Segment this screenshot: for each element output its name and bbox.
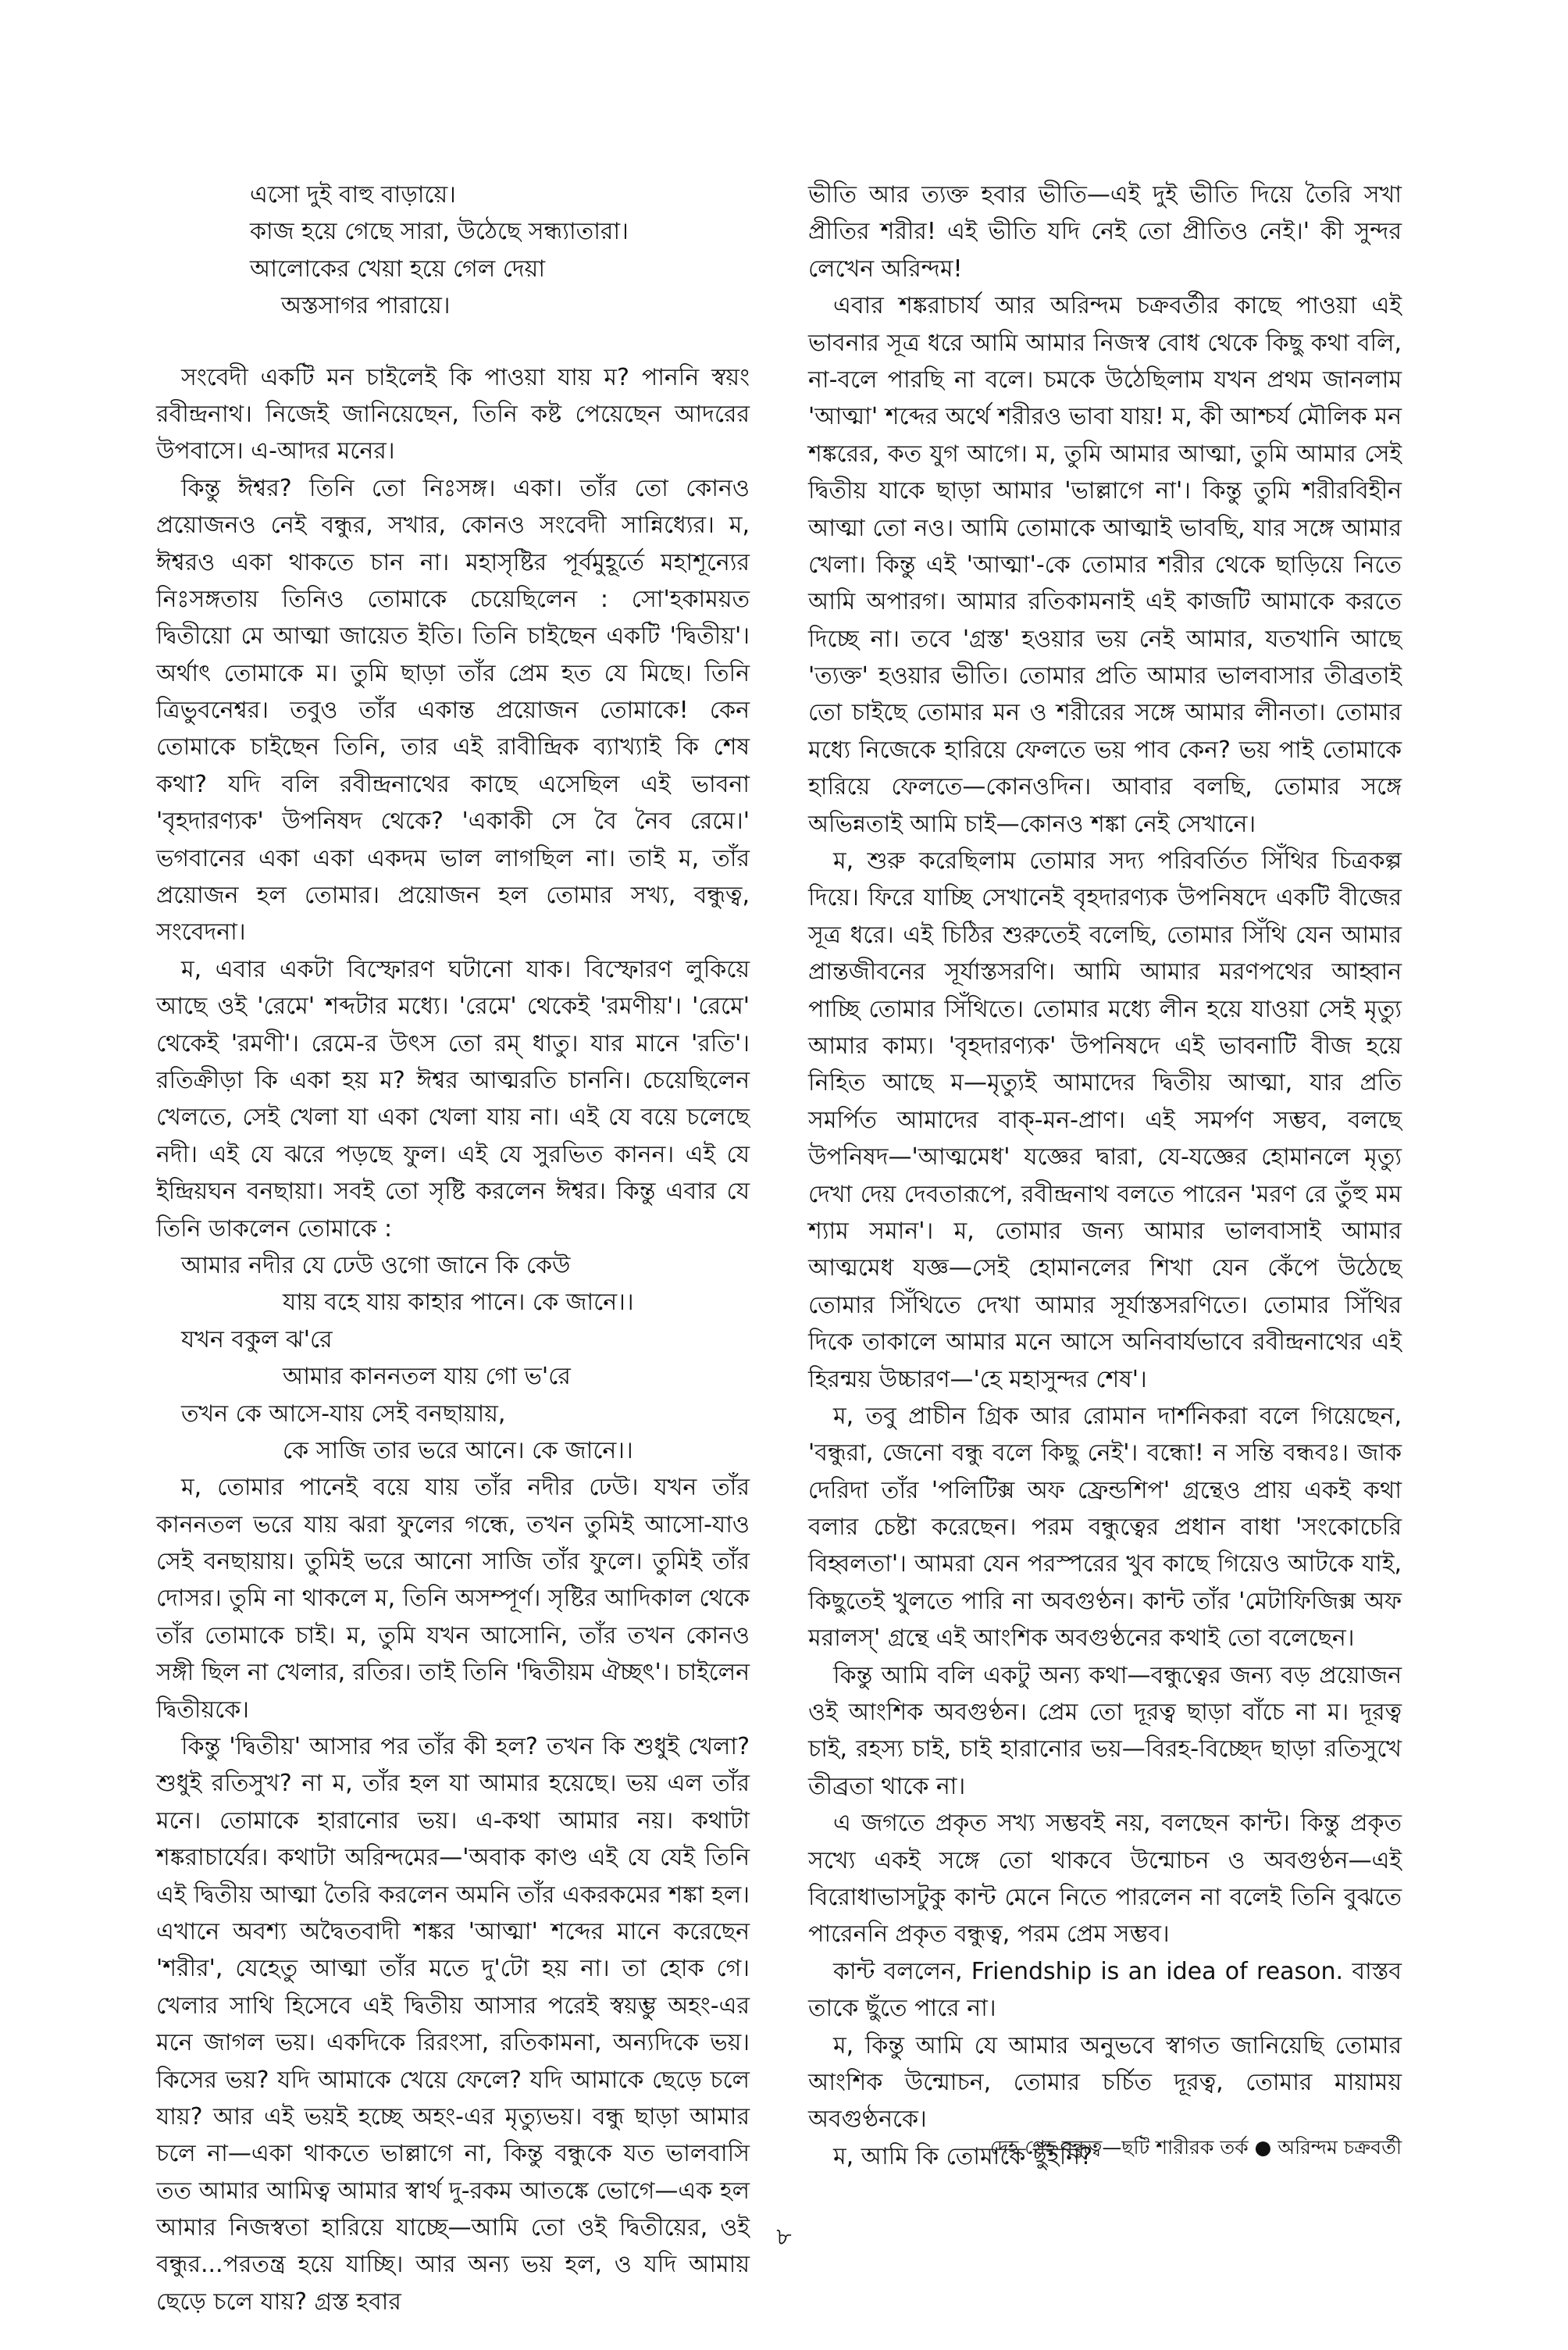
song-line: আমার কাননতল যায় গো ভ'রে [283,1363,571,1391]
body-paragraph: এ জগতে প্রকৃত সখ্য সম্ভবই নয়, বলছেন কান্ট। কিন্তু প্রকৃত সখ্যে একই সঙ্গে তো থাকবে উন্মোচন ও অবগুণ্ঠন—এই বিরোধাভাসটুকু কান্ট মেনে নিতে পারলেন না বলেই তিনি বুঝতে পারেননি প্রকৃত বন্ধুত্ব, পরম প্রেম সম্ভব। [808,1810,1402,1949]
song-line: যায় বহে যায় কাহার পানে। কে জানে।। [283,1289,634,1317]
running-title: দেহ গেহ বন্ধুত্ব—ছটি শারীরক তর্ক [989,2136,1249,2159]
body-paragraph: কিন্তু আমি বলি একটু অন্য কথা—বন্ধুত্বের জন্য বড় প্রয়োজন ওই আংশিক অবগুণ্ঠন। প্রেম তো দূরত্ব ছাড়া বাঁচে না ম। দূরত্ব চাই, রহস্য চাই, চাই হারানোর ভয়—বিরহ-বিচ্ছেদ ছাড়া রতিসুখে তীব্রতা থাকে না। [808,1661,1402,1800]
body-paragraph: কিন্তু 'দ্বিতীয়' আসার পর তাঁর কী হল? তখন কি শুধুই খেলা? শুধুই রতিসুখ? না ম, তাঁর হল যা আমার হয়েছে। ভয় এল তাঁর মনে। তোমাকে হারানোর ভয়। এ-কথা আমার নয়। কথাটা শঙ্করাচার্যের। কথাটা অরিন্দমের—'অবাক কাণ্ড এই যে যেই তিনি এই দ্বিতীয় আত্মা তৈরি করলেন অমনি তাঁর একরকমের শঙ্কা হল। এখানে অবশ্য অদ্বৈতবাদী শঙ্কর 'আত্মা' শব্দের মানে করেছেন 'শরীর', যেহেতু আত্মা তাঁর মতে দু'টো হয় না। তা হোক গে। খেলার সাথি হিসেবে এই দ্বিতীয় আসার পরেই স্বয়ম্ভু অহং-এর মনে জাগল ভয়। একদিকে রিরংসা, রতিকামনা, অন্যদিকে ভয়। কিসের ভয়? যদি আমাকে খেয়ে ফেলে? যদি আমাকে ছেড়ে চলে যায়? আর এই ভয়ই হচ্ছে অহং-এর মৃত্যুভয়। বন্ধু ছাড়া আমার চলে না—একা থাকতে ভাল্লাগে না, কিন্তু বন্ধুকে যত ভালবাসি তত আমার আমিত্ব আমার স্বার্থ দু-রকম আতঙ্কে ভোগে—এক হল আমার নিজস্বতা হারিয়ে যাচ্ছে—আমি তো ওই দ্বিতীয়ের, ওই বন্ধুর...পরতন্ত্র হয়ে যাচ্ছি। আর অন্য ভয় হল, ও যদি আমায় ছেড়ে চলে যায়? গ্রস্ত হবার [156,1733,750,2316]
body-paragraph: ম, আমি কি তোমাকে ছুঁইনি? [833,2142,1093,2170]
body-paragraph: ম, শুরু করেছিলাম তোমার সদ্য পরিবর্তিত সিঁথির চিত্রকল্প দিয়ে। ফিরে যাচ্ছি সেখানেই বৃহদারণ্যক উপনিষদে একটি বীজের সূত্র ধরে। এই চিঠির শুরুতেই বলেছি, তোমার সিঁথি যেন আমার প্রান্তজীবনের সূর্যাস্তসরণি। আমি আমার মরণপথের আহ্বান পাচ্ছি তোমার সিঁথিতে। তোমার মধ্যে লীন হয়ে যাওয়া সেই মৃত্যু আমার কাম্য। 'বৃহদারণ্যক' উপনিষদে এই ভাবনাটি বীজ হয়ে নিহিত আছে ম—মৃত্যুই আমাদের দ্বিতীয় আত্মা, যার প্রতি সমর্পিত আমাদের বাক্-মন-প্রাণ। এই সমর্পণ সম্ভব, বলছে উপনিষদ—'আত্মমেধ' যজ্ঞের দ্বারা, যে-যজ্ঞের হোমানলে মৃত্যু দেখা দেয় দেবতারূপে, রবীন্দ্রনাথ বলতে পারেন 'মরণ রে তুঁহু মম শ্যাম সমান'। ম, তোমার জন্য আমার ভালবাসাই আমার আত্মমেধ যজ্ঞ—সেই হোমানলের শিখা যেন কেঁপে উঠেছে তোমার সিঁথিতে দেখা আমার সূর্যাস্তসরণিতে। তোমার সিঁথির দিকে তাকালে আমার মনে আসে অনিবার্যভাবে রবীন্দ্রনাথের এই হিরন্ময় উচ্চারণ—'হে মহাসুন্দর শেষ'। [808,847,1402,1393]
body-paragraph: ম, তবু প্রাচীন গ্রিক আর রোমান দার্শনিকরা বলে গিয়েছেন, 'বন্ধুরা, জেনো বন্ধু বলে কিছু নেই'। বন্ধো! ন সন্তি বন্ধবঃ। জাক দেরিদা তাঁর 'পলিটিক্স অফ ফ্রেন্ডশিপ' গ্রন্থেও প্রায় একই কথা বলার চেষ্টা করেছেন। পরম বন্ধুত্বের প্রধান বাধা 'সংকোচেরি বিহ্বলতা'। আমরা যেন পরস্পরের খুব কাছে গিয়েও আটকে যাই, কিছুতেই খুলতে পারি না অবগুণ্ঠন। কান্ট তাঁর 'মেটাফিজিক্স অফ মরালস্' গ্রন্থে এই আংশিক অবগুণ্ঠনের কথাই তো বলেছেন। [808,1402,1402,1653]
song-line: তখন কে আসে-যায় সেই বনছায়ায়, [181,1400,506,1428]
poem-stanza [156,177,750,325]
song-line: যখন বকুল ঝ'রে [181,1325,333,1353]
poem-line: এসো দুই বাহু বাড়ায়ে। [250,181,456,209]
body-paragraph: ভীতি আর ত্যক্ত হবার ভীতি—এই দুই ভীতি দিয়ে তৈরি সখা প্রীতির শরীর! এই ভীতি যদি নেই তো প্রীতিও নেই।' কী সুন্দর লেখেন অরিন্দম! [808,181,1402,283]
poem-line: অস্তসাগর পারায়ে। [281,292,451,320]
body-paragraph: ম, কিন্তু আমি যে আমার অনুভবে স্বাগত জানিয়েছি তোমার আংশিক উন্মোচন, তোমার চর্চিত দূরত্ব, তোমার মায়াময় অবগুণ্ঠনকে। [808,2031,1402,2134]
body-paragraph: কান্ট বললেন, Friendship is an idea of reason. বাস্তব তাকে ছুঁতে পারে না। [808,1957,1402,2023]
song-line: আমার নদীর যে ঢেউ ওগো জানে কি কেউ [181,1251,571,1279]
running-footer [990,2132,1402,2166]
author-name: অরিন্দম চক্রবর্তী [1278,2136,1402,2159]
page-number: ৮ [776,2223,792,2251]
bullet-icon: ● [1254,2136,1272,2159]
stanza-gap [156,325,750,359]
body-paragraph: এবার শঙ্করাচার্য আর অরিন্দম চক্রবর্তীর কাছে পাওয়া এই ভাবনার সূত্র ধরে আমি আমার নিজস্ব বোধ থেকে কিছু কথা বলি, না-বলে পারছি না বলে। চমকে উঠেছিলাম যখন প্রথম জানলাম 'আত্মা' শব্দের অর্থে শরীরও ভাবা যায়! ম, কী আশ্চর্য মৌলিক মন শঙ্করের, কত যুগ আগে। ম, তুমি আমার আত্মা, তুমি আমার সেই দ্বিতীয় যাকে ছাড়া আমার 'ভাল্লাগে না'। কিন্তু তুমি শরীরবিহীন আত্মা তো নও। আমি তোমাকে আত্মাই ভাবছি, যার সঙ্গে আমার খেলা। কিন্তু এই 'আত্মা'-কে তোমার শরীর থেকে ছাড়িয়ে নিতে আমি অপারগ। আমার রতিকামনাই এই কাজটি আমাকে করতে দিচ্ছে না। তবে 'গ্রস্ত' হওয়ার ভয় নেই আমার, যতখানি আছে 'ত্যক্ত' হওয়ার ভীতি। তোমার প্রতি আমার ভালবাসার তীব্রতাই তো চাইছে তোমার মন ও শরীরের সঙ্গে আমার লীনতা। তোমার মধ্যে নিজেকে হারিয়ে ফেলতে ভয় পাব কেন? ভয় পাই তোমাকে হারিয়ে ফেলতে—কোনওদিন। আবার বলছি, তোমার সঙ্গে অভিন্নতাই আমি চাই—কোনও শঙ্কা নেই সেখানে। [808,292,1402,838]
poem-line: আলোকের খেয়া হয়ে গেল দেয়া [250,255,546,283]
right-column [808,177,1402,2175]
body-paragraph: সংবেদী একটি মন চাইলেই কি পাওয়া যায় ম? পাননি স্বয়ং রবীন্দ্রনাথ। নিজেই জানিয়েছেন, তিনি কষ্ট পেয়েছেন আদরের উপবাসে। এ-আদর মনের। [156,363,750,465]
song-quote [156,1247,750,1469]
body-paragraph: কিন্তু ঈশ্বর? তিনি তো নিঃসঙ্গ। একা। তাঁর তো কোনও প্রয়োজনও নেই বন্ধুর, সখার, কোনও সংবেদী সান্নিধ্যের। ম, ঈশ্বরও একা থাকতে চান না। মহাসৃষ্টির পূর্বমুহূর্তে মহাশূন্যের নিঃসঙ্গতায় তিনিও তোমাকে চেয়েছিলেন : সো'হকাময়ত দ্বিতীয়ো মে আত্মা জায়েত ইতি। তিনি চাইছেন একটি 'দ্বিতীয়'। অর্থাৎ তোমাকে ম। তুমি ছাড়া তাঁর প্রেম হত যে মিছে। তিনি ত্রিভুবনেশ্বর। তবুও তাঁর একান্ত প্রয়োজন তোমাকে! কেন তোমাকে চাইছেন তিনি, তার এই রাবীন্দ্রিক ব্যাখ্যাই কি শেষ কথা? যদি বলি রবীন্দ্রনাথের কাছে এসেছিল এই ভাবনা 'বৃহদারণ্যক' উপনিষদ থেকে? 'একাকী সে বৈ নৈব রেমে।' ভগবানের একা একা একদম ভাল লাগছিল না। তাই ম, তাঁর প্রয়োজন হল তোমার। প্রয়োজন হল তোমার সখ্য, বন্ধুত্ব, সংবেদনা। [156,474,750,947]
body-paragraph: ম, এবার একটা বিস্ফোরণ ঘটানো যাক। বিস্ফোরণ লুকিয়ে আছে ওই 'রেমে' শব্দটার মধ্যে। 'রেমে' থেকেই 'রমণীয়'। 'রেমে' থেকেই 'রমণী'। রেমে-র উৎস তো রম্ ধাতু। যার মানে 'রতি'। রতিক্রীড়া কি একা হয় ম? ঈশ্বর আত্মরতি চাননি। চেয়েছিলেন খেলতে, সেই খেলা যা একা খেলা যায় না। এই যে বয়ে চলেছে নদী। এই যে ঝরে পড়ছে ফুল। এই যে সুরভিত কানন। এই যে ইন্দ্রিয়ঘন বনছায়া। সবই তো সৃষ্টি করলেন ঈশ্বর। কিন্তু এবার যে তিনি ডাকলেন তোমাকে : [156,955,750,1243]
left-column [156,177,750,2320]
song-line: কে সাজি তার ভরে আনে। কে জানে।। [283,1436,633,1464]
body-paragraph: ম, তোমার পানেই বয়ে যায় তাঁর নদীর ঢেউ। যখন তাঁর কাননতল ভরে যায় ঝরা ফুলের গন্ধে, তখন তুমিই আসো-যাও সেই বনছায়ায়। তুমিই ভরে আনো সাজি তাঁর ফুলে। তুমিই তাঁর দোসর। তুমি না থাকলে ম, তিনি অসম্পূর্ণ। সৃষ্টির আদিকাল থেকে তাঁর তোমাকে চাই। ম, তুমি যখন আসোনি, তাঁর তখন কোনও সঙ্গী ছিল না খেলার, রতির। তাই তিনি 'দ্বিতীয়ম ঐচ্ছৎ'। চাইলেন দ্বিতীয়কে। [156,1474,750,1724]
poem-line: কাজ হয়ে গেছে সারা, উঠেছে সন্ধ্যাতারা। [250,218,629,246]
